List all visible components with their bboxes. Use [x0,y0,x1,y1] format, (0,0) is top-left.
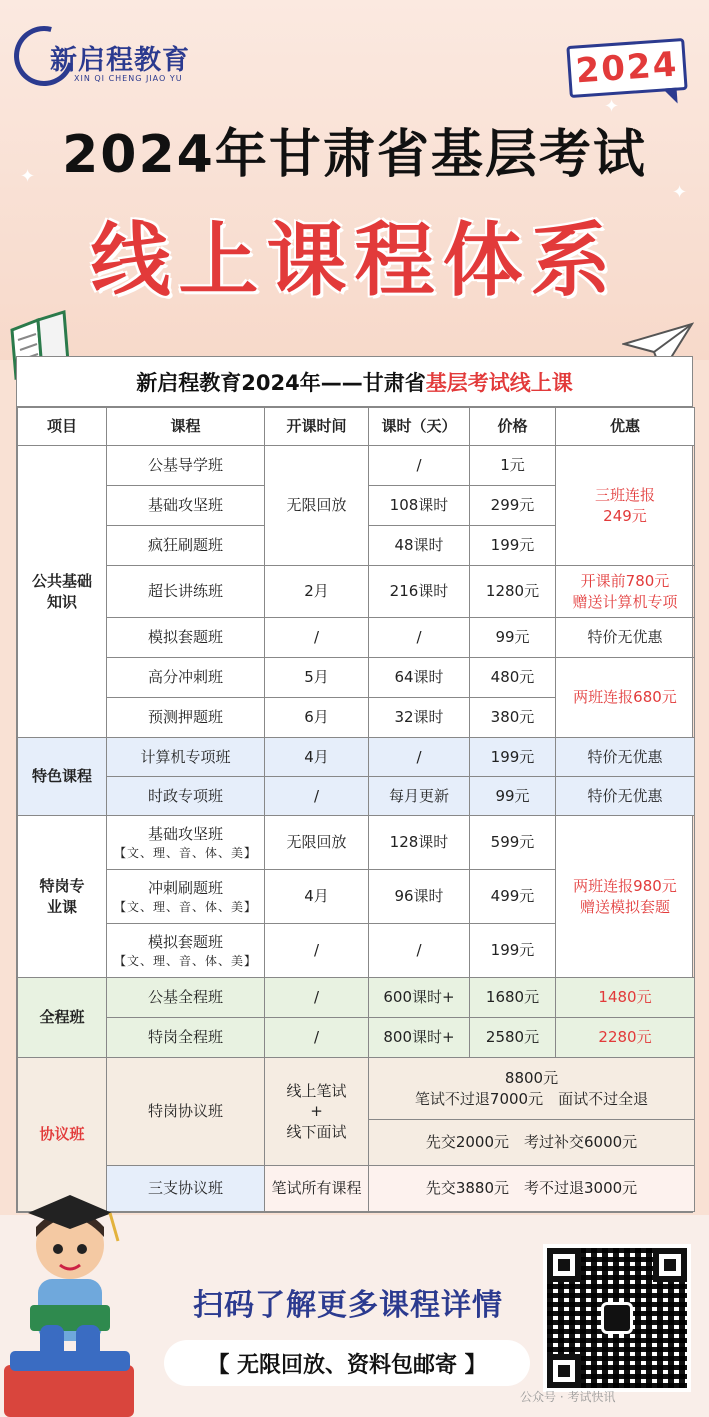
hours-cell: 216课时 [369,566,470,618]
price-cell: 先交3880元 考不过退3000元 [369,1166,695,1212]
time-text: + [310,1102,323,1121]
price-cell: 1元 [470,446,556,486]
table-title-highlight: 基层考试线上课 [425,370,573,395]
course-cell: 公基全程班 [107,978,265,1018]
discount-cell: 1480元 [556,978,695,1018]
category-cell: 协议班 [18,1058,107,1212]
table-row [18,816,695,870]
time-text: 线下面试 [286,1122,347,1141]
course-name: 冲刺刷题班 [147,879,223,898]
discount-text: 开课前780元 [580,572,670,591]
price-cell: 480元 [470,658,556,698]
course-table [16,356,693,1213]
price-cell: 1680元 [470,978,556,1018]
table-row [18,446,695,486]
col-header: 优惠 [556,408,695,446]
brand-subtitle: XIN QI CHENG JIAO YU [74,74,183,83]
table-row [18,738,695,777]
hours-cell: 108课时 [369,486,470,526]
time-cell: 5月 [265,658,369,698]
time-cell: / [265,1018,369,1058]
price-cell: 499元 [470,870,556,924]
discount-text: 249元 [603,506,647,525]
hours-cell: 64课时 [369,658,470,698]
discount-cell: 特价无优惠 [556,738,695,777]
hours-cell: 48课时 [369,526,470,566]
col-header: 项目 [18,408,107,446]
time-cell: 无限回放 [265,446,369,566]
page-title: 2024年甘肃省基层考试 [62,125,647,185]
hours-cell: / [369,738,470,777]
features-pill: 【 无限回放、资料包邮寄 】 [164,1340,530,1386]
discount-text: 三班连报 [594,486,655,505]
table-title [17,357,692,407]
course-cell: 基础攻坚班 [107,486,265,526]
discount-cell: 特价无优惠 [556,618,695,658]
price-cell: 99元 [470,777,556,816]
course-grid [17,407,695,1212]
course-subjects: 【文、理、音、体、美】 [113,953,257,968]
course-cell: 超长讲练班 [107,566,265,618]
hours-cell: 96课时 [369,870,470,924]
time-cell: / [265,924,369,978]
price-text: 笔试不过退7000元 面试不过全退 [414,1089,649,1108]
course-cell: 三支协议班 [107,1166,265,1212]
category-cell: 特岗专业课 [18,816,107,978]
discount-cell: 两班连报680元 [556,658,695,738]
table-header-row [18,408,695,446]
brand-name: 新启程教育 [50,45,190,76]
discount-text: 两班连报980元 [573,877,677,896]
hours-cell: / [369,924,470,978]
hours-cell: 128课时 [369,816,470,870]
course-name: 基础攻坚班 [147,825,223,844]
course-cell [107,816,265,870]
wechat-icon [601,1302,633,1334]
discount-text: 赠送计算机专项 [572,592,678,611]
course-cell: 预测押题班 [107,698,265,738]
qr-code[interactable] [543,1244,691,1392]
course-cell [107,870,265,924]
col-header: 开课时间 [265,408,369,446]
time-cell: / [265,618,369,658]
qr-pattern [547,1248,687,1388]
course-subjects: 【文、理、音、体、美】 [113,899,257,914]
time-cell: 笔试所有课程 [265,1166,369,1212]
price-text: 8800元 [504,1069,559,1088]
price-cell [369,1058,695,1120]
hours-cell: / [369,446,470,486]
time-cell: 4月 [265,870,369,924]
time-cell: 4月 [265,738,369,777]
year-badge [566,38,687,98]
qr-finder-icon [547,1248,581,1282]
price-cell: 1280元 [470,566,556,618]
course-cell: 特岗全程班 [107,1018,265,1058]
course-cell: 特岗协议班 [107,1058,265,1166]
table-row [18,1018,695,1058]
time-cell: / [265,777,369,816]
course-cell: 公基导学班 [107,446,265,486]
sparkle-icon: ✦ [604,96,620,117]
time-cell: 6月 [265,698,369,738]
course-cell [107,924,265,978]
course-cell: 时政专项班 [107,777,265,816]
student-mascot-icon [0,1175,150,1417]
price-cell: 199元 [470,738,556,777]
time-cell: / [265,978,369,1018]
course-cell: 计算机专项班 [107,738,265,777]
discount-cell: 特价无优惠 [556,777,695,816]
table-row [18,658,695,698]
price-cell: 2580元 [470,1018,556,1058]
col-header: 价格 [470,408,556,446]
year-badge-text: 2024 [574,44,680,92]
category-cell: 特色课程 [18,738,107,816]
course-subjects: 【文、理、音、体、美】 [113,845,257,860]
price-cell: 199元 [470,526,556,566]
table-row [18,618,695,658]
price-cell: 599元 [470,816,556,870]
qr-finder-icon [547,1354,581,1388]
sparkle-icon: ✦ [20,166,36,187]
price-cell: 380元 [470,698,556,738]
time-cell: 2月 [265,566,369,618]
hours-cell: 32课时 [369,698,470,738]
category-cell: 全程班 [18,978,107,1058]
table-row [18,777,695,816]
course-cell: 疯狂刷题班 [107,526,265,566]
hours-cell: 800课时+ [369,1018,470,1058]
col-header: 课时（天） [369,408,470,446]
brand-logo [14,22,214,92]
discount-cell [556,816,695,978]
table-row [18,1058,695,1120]
discount-cell [556,566,695,618]
price-cell: 299元 [470,486,556,526]
hours-cell: / [369,618,470,658]
discount-cell: 2280元 [556,1018,695,1058]
time-text: 线上笔试 [286,1082,347,1101]
sparkle-icon: ✦ [672,182,688,203]
course-name: 模拟套题班 [147,933,223,952]
watermark: 公众号 · 考试快讯 [520,1390,616,1404]
course-cell: 模拟套题班 [107,618,265,658]
discount-cell [556,446,695,566]
category-cell: 公共基础知识 [18,446,107,738]
table-row [18,566,695,618]
col-header: 课程 [107,408,265,446]
course-cell: 高分冲刺班 [107,658,265,698]
time-cell: 无限回放 [265,816,369,870]
page-subtitle: 线上课程体系 [90,214,619,307]
price-cell: 99元 [470,618,556,658]
table-row [18,978,695,1018]
price-cell: 先交2000元 考过补交6000元 [369,1120,695,1166]
table-title-main: 新启程教育2024年——甘肃省 [136,370,426,395]
cta-text: 扫码了解更多课程详情 [193,1288,503,1323]
hours-cell: 600课时+ [369,978,470,1018]
qr-finder-icon [653,1248,687,1282]
hours-cell: 每月更新 [369,777,470,816]
discount-text: 赠送模拟套题 [579,897,670,916]
time-cell [265,1058,369,1166]
price-cell: 199元 [470,924,556,978]
